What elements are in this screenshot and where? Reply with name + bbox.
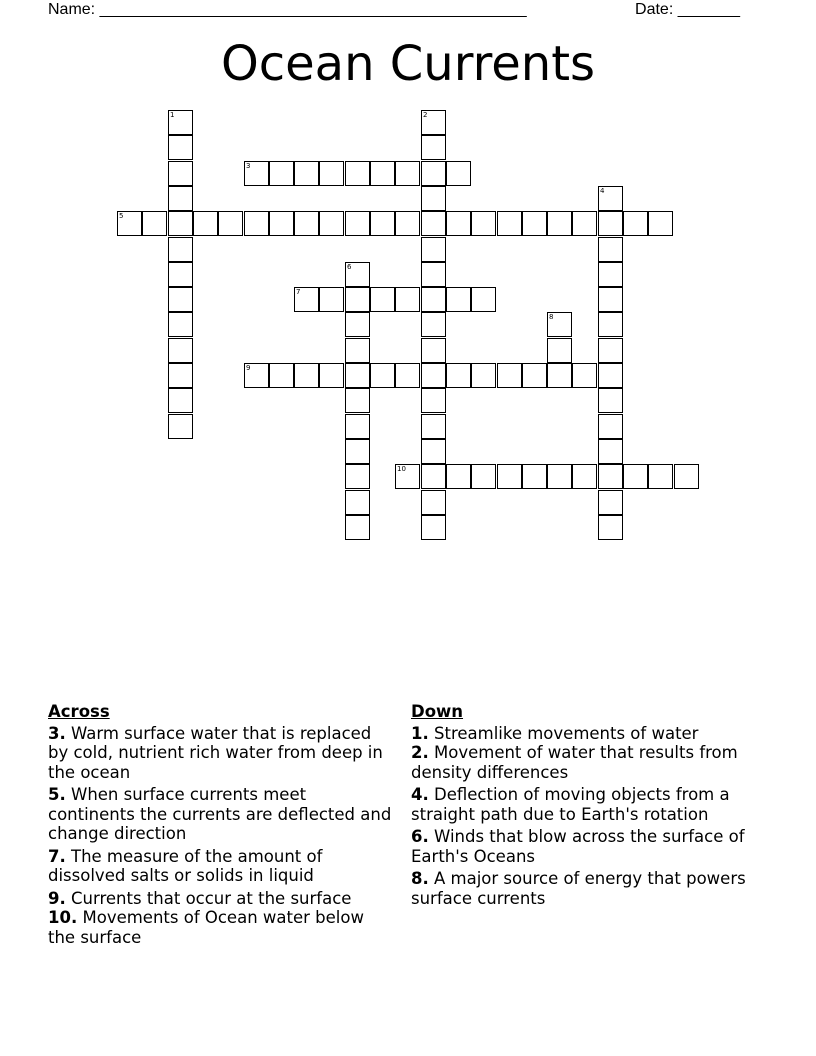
grid-cell[interactable] (345, 414, 370, 439)
clue-number: 9. (48, 888, 66, 908)
clue-across-7 (48, 847, 393, 886)
grid-cell[interactable] (547, 363, 572, 388)
grid-cell[interactable] (648, 464, 673, 489)
cell-number: 7 (296, 288, 301, 296)
grid-cell[interactable] (598, 363, 623, 388)
grid-cell[interactable] (345, 363, 370, 388)
grid-cell[interactable] (598, 312, 623, 337)
grid-cell[interactable] (168, 135, 193, 160)
clue-text: When surface currents meet continents the currents are deflected and change direction (48, 785, 392, 843)
grid-cell[interactable] (421, 515, 446, 540)
grid-cell[interactable] (421, 110, 446, 135)
grid-cell[interactable] (345, 211, 370, 236)
grid-cell[interactable] (421, 439, 446, 464)
grid-cell[interactable] (598, 515, 623, 540)
grid-cell[interactable] (345, 515, 370, 540)
grid-cell[interactable] (598, 237, 623, 262)
grid-cell[interactable] (446, 161, 471, 186)
grid-cell[interactable] (648, 211, 673, 236)
grid-cell[interactable] (269, 161, 294, 186)
grid-cell[interactable] (168, 161, 193, 186)
grid-cell[interactable] (446, 464, 471, 489)
grid-cell[interactable] (421, 338, 446, 363)
grid-cell[interactable] (269, 363, 294, 388)
grid-cell[interactable] (168, 287, 193, 312)
clue-text: A major source of energy that powers surface currents (411, 869, 746, 908)
grid-cell[interactable] (471, 211, 496, 236)
down-clues (411, 702, 756, 911)
grid-cell[interactable] (547, 464, 572, 489)
grid-cell[interactable] (345, 312, 370, 337)
grid-cell[interactable] (319, 211, 344, 236)
grid-cell[interactable] (598, 211, 623, 236)
grid-cell[interactable] (319, 161, 344, 186)
grid-cell[interactable] (547, 211, 572, 236)
grid-cell[interactable] (168, 237, 193, 262)
grid-cell[interactable] (345, 161, 370, 186)
grid-cell[interactable] (471, 287, 496, 312)
grid-cell[interactable] (421, 490, 446, 515)
grid-cell[interactable] (168, 363, 193, 388)
cell-number: 10 (397, 465, 406, 473)
grid-cell[interactable] (244, 211, 269, 236)
grid-cell[interactable] (345, 338, 370, 363)
clue-text: Deflection of moving objects from a straight path due to Earth's rotation (411, 785, 730, 824)
grid-cell[interactable] (395, 287, 420, 312)
grid-cell[interactable] (168, 262, 193, 287)
cell-number: 6 (347, 263, 352, 271)
grid-cell[interactable] (522, 464, 547, 489)
across-clues (48, 702, 393, 950)
grid-cell[interactable] (244, 161, 269, 186)
clue-number: 8. (411, 869, 429, 888)
grid-cell[interactable] (193, 211, 218, 236)
across-heading: Across (48, 702, 110, 721)
cell-number: 1 (170, 111, 175, 119)
clue-across-9 (48, 889, 393, 909)
grid-cell[interactable] (421, 414, 446, 439)
grid-cell[interactable] (168, 110, 193, 135)
grid-cell[interactable] (168, 186, 193, 211)
grid-cell[interactable] (572, 211, 597, 236)
clue-number: 6. (411, 827, 429, 846)
grid-cell[interactable] (421, 312, 446, 337)
grid-cell[interactable] (319, 363, 344, 388)
grid-cell[interactable] (522, 363, 547, 388)
clue-across-5 (48, 785, 393, 844)
grid-cell[interactable] (345, 262, 370, 287)
grid-cell[interactable] (345, 439, 370, 464)
grid-cell[interactable] (395, 363, 420, 388)
grid-cell[interactable] (345, 490, 370, 515)
grid-cell[interactable] (421, 186, 446, 211)
clue-down-2 (411, 743, 756, 782)
grid-cell[interactable] (345, 287, 370, 312)
grid-cell[interactable] (345, 464, 370, 489)
grid-cell[interactable] (598, 490, 623, 515)
clue-text: Warm surface water that is replaced by cold, nutrient rich water from deep in the ocean (48, 723, 383, 782)
grid-cell[interactable] (421, 388, 446, 413)
grid-cell[interactable] (421, 211, 446, 236)
grid-cell[interactable] (370, 287, 395, 312)
grid-cell[interactable] (471, 464, 496, 489)
grid-cell[interactable] (168, 338, 193, 363)
grid-cell[interactable] (497, 464, 522, 489)
grid-cell[interactable] (294, 211, 319, 236)
grid-cell[interactable] (269, 211, 294, 236)
clue-number: 1. (411, 723, 429, 743)
cell-number: 9 (246, 364, 251, 372)
grid-cell[interactable] (395, 161, 420, 186)
cell-number: 3 (246, 162, 251, 170)
cell-number: 4 (600, 187, 605, 195)
grid-cell[interactable] (623, 464, 648, 489)
grid-cell[interactable] (345, 388, 370, 413)
grid-cell[interactable] (471, 363, 496, 388)
grid-cell[interactable] (572, 464, 597, 489)
grid-cell[interactable] (370, 363, 395, 388)
clue-across-10 (48, 908, 393, 947)
grid-cell[interactable] (598, 262, 623, 287)
clue-across-3 (48, 724, 393, 783)
grid-cell[interactable] (142, 211, 167, 236)
cell-number: 2 (423, 111, 428, 119)
grid-cell[interactable] (421, 237, 446, 262)
grid-cell[interactable] (497, 211, 522, 236)
grid-cell[interactable] (421, 161, 446, 186)
grid-cell[interactable] (294, 363, 319, 388)
clue-number: 2. (411, 743, 429, 762)
grid-cell[interactable] (370, 211, 395, 236)
grid-cell[interactable] (168, 388, 193, 413)
clue-down-8 (411, 869, 756, 908)
grid-cell[interactable] (446, 211, 471, 236)
grid-cell[interactable] (598, 464, 623, 489)
grid-cell[interactable] (395, 211, 420, 236)
clue-number: 5. (48, 785, 66, 804)
clue-text: The measure of the amount of dissolved salts or solids in liquid (48, 846, 323, 885)
grid-cell[interactable] (674, 464, 699, 489)
grid-cell[interactable] (294, 161, 319, 186)
clue-text: Currents that occur at the surface (71, 888, 352, 908)
clue-number: 10. (48, 908, 78, 927)
clue-number: 7. (48, 846, 66, 866)
name-field[interactable]: Name: ________________________________________________ (48, 1, 527, 18)
grid-cell[interactable] (598, 287, 623, 312)
grid-cell[interactable] (168, 312, 193, 337)
grid-cell[interactable] (598, 388, 623, 413)
grid-cell[interactable] (294, 287, 319, 312)
grid-cell[interactable] (497, 363, 522, 388)
grid-cell[interactable] (598, 338, 623, 363)
grid-cell[interactable] (421, 287, 446, 312)
grid-cell[interactable] (598, 439, 623, 464)
clue-text: Movements of Ocean water below the surface (48, 908, 364, 947)
grid-cell[interactable] (572, 363, 597, 388)
grid-cell[interactable] (547, 338, 572, 363)
grid-cell[interactable] (218, 211, 243, 236)
grid-cell[interactable] (446, 363, 471, 388)
date-field[interactable]: Date: _______ (635, 1, 740, 18)
clue-down-4 (411, 785, 756, 824)
grid-cell[interactable] (547, 312, 572, 337)
grid-cell[interactable] (421, 262, 446, 287)
grid-cell[interactable] (395, 464, 420, 489)
clue-number: 3. (48, 723, 66, 743)
cell-number: 5 (119, 212, 124, 220)
clue-text: Winds that blow across the surface of Earth's Oceans (411, 827, 745, 866)
grid-cell[interactable] (117, 211, 142, 236)
clue-text: Streamlike movements of water (434, 723, 699, 743)
down-heading: Down (411, 702, 464, 721)
grid-cell[interactable] (168, 414, 193, 439)
grid-cell[interactable] (421, 464, 446, 489)
clue-text: Movement of water that results from density differences (411, 743, 738, 782)
grid-cell[interactable] (522, 211, 547, 236)
grid-cell[interactable] (421, 135, 446, 160)
cell-number: 8 (549, 313, 554, 321)
grid-cell[interactable] (168, 211, 193, 236)
grid-cell[interactable] (598, 414, 623, 439)
grid-cell[interactable] (244, 363, 269, 388)
grid-cell[interactable] (421, 363, 446, 388)
grid-cell[interactable] (623, 211, 648, 236)
grid-cell[interactable] (319, 287, 344, 312)
clue-down-1 (411, 724, 756, 744)
grid-cell[interactable] (446, 287, 471, 312)
grid-cell[interactable] (370, 161, 395, 186)
clue-down-6 (411, 827, 756, 866)
page-title: Ocean Currents (220, 36, 596, 92)
clue-number: 4. (411, 785, 429, 804)
grid-cell[interactable] (598, 186, 623, 211)
